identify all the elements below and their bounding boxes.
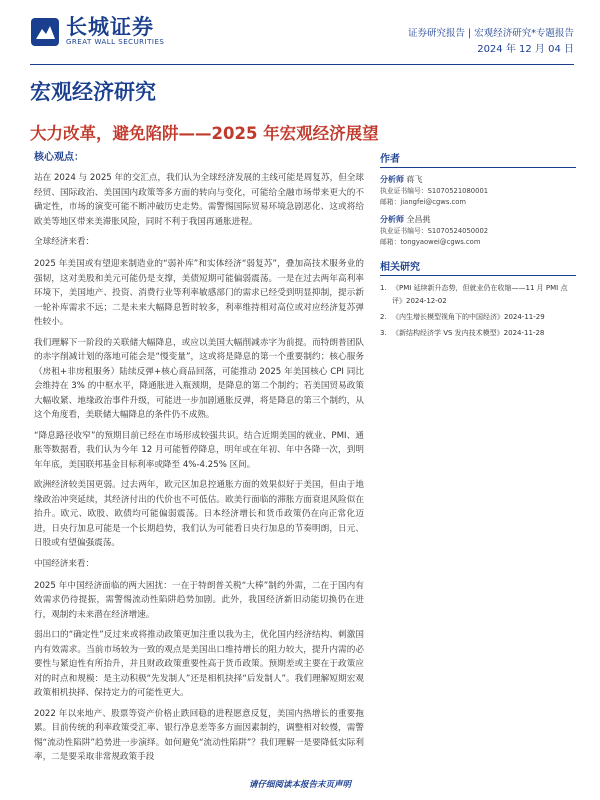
paragraph-china-policy: 弱出口的“确定性”反过来或将推动政策更加注重以我为主，优化国内经济结构、刺激国内有效需求。当前市场较为一致的观点是美国出口维持增长的阻力较大，提升内需的必要性与紧迫性有所抬升，并且财政政策重要性高于货币政策。预期差或主要在于政策应对的时点和规模：是主动积极“先发制人”还是相机抉择“后发制人”。我们理解短期宏观政策相机抉择、保持定力的可能性更大。 <box>34 630 364 698</box>
analyst-email[interactable]: 邮箱：tongyaowei@cgws.com <box>380 238 481 246</box>
analyst-role: 分析师 <box>380 175 404 184</box>
paragraph-china-challenges: 2025 年中国经济面临的两大困扰：一在于特朗普关税“大棒”制约外需，二在于国内有效需求仍待提振，需警惕流动性陷阱趋势加剧。此外，我国经济新旧动能切换仍在进行，观制约未来潜在经济增速。 <box>34 580 364 620</box>
china-section-label: 中国经济来看： <box>34 558 95 569</box>
logo-text-en: GREAT WALL SECURITIES <box>66 38 165 46</box>
core-views-label: 核心观点： <box>34 152 84 163</box>
analyst-role: 分析师 <box>380 215 404 224</box>
sidebar <box>380 150 576 343</box>
logo-text-cn: 长城证券 <box>66 15 154 39</box>
report-date: 2024 年 12 月 04 日 <box>477 44 574 55</box>
authors-heading: 作者 <box>380 150 576 168</box>
paragraph-us-outlook: 2025 年美国或有望迎来制造业的“弱补库”和实体经济“弱复苏”，叠加高技术服务业的强韧，这对美股和美元可能仍是支撑，美债短期可能偏弱震荡。一是在过去两年高利率环境下，美国地产、投资、消费行业等利率敏感部门的需求已经受到明显抑制，提示新一轮补库需求不远；二是未来大幅降息暂时较多，利率维持相对高位或对应经济复苏弹性较小。 <box>34 259 364 327</box>
logo-mark-icon <box>30 17 60 47</box>
report-type: 宏观经济研究 <box>30 80 156 104</box>
analyst-block <box>380 174 576 208</box>
global-section-label: 全球经济来看： <box>34 237 95 247</box>
analyst-block <box>380 214 576 248</box>
breadcrumb: 证券研究报告 | 宏观经济研究*专题报告 <box>408 28 574 39</box>
footer-disclaimer: 请仔细阅读本报告末页声明 <box>248 780 351 790</box>
analyst-name: 蒋飞 <box>406 175 423 184</box>
header-divider <box>30 64 574 65</box>
main-column <box>34 148 364 771</box>
analyst-cert: 执业证书编号：S1070521080001 <box>380 187 489 195</box>
analyst-cert: 执业证书编号：S1070524050002 <box>380 227 489 235</box>
analyst-name: 全昌挑 <box>406 215 431 224</box>
analyst-email[interactable]: 邮箱：jiangfei@cgws.com <box>380 198 467 206</box>
logo <box>30 16 164 47</box>
related-item[interactable]: 2. 《内生增长模型视角下的中国经济》2024-11-29 <box>380 313 545 321</box>
related-item[interactable]: 3. 《新结构经济学 VS 发内技术模型》2024-11-28 <box>380 329 545 337</box>
paragraph-fed-constraints: 我们理解下一阶段的关联储大幅降息，或应以美国大幅削减赤字为前提。而特朗普团队的赤字削减计划的落地可能会是“慢变量”，这或将是降息的第一个重要制约；核心服务（房租+非房租服务）陆续反弹+核心商品回落，可能推动 2025 年美国核心 CPI 同比会维持在 3% 的中枢水平，降通胀进入瓶颈期，是降息的第二个制约；若美国贸易政策大幅收紧、地缘政治事件升级，可能进一步加剧通胀反弹，将是降息的第三个制约，从这个角度看，美联储大幅降息的条件仍不成熟。 <box>34 337 364 420</box>
paragraph-rate-path: “降息路径收窄”的预期目前已经在市场形成较强共识。结合近期美国的就业、PMI、通胀等数据看，我们认为今年 12 月可能暂停降息，明年或在年初、年中各降一次，到明年年底，美国联邦基金目标利率或降至 4%-4.25% 区间。 <box>34 430 364 470</box>
paragraph-europe-japan: 欧洲经济较美国更弱。过去两年，欧元区加息控通胀方面的效果似好于美国，但由于地缘政治冲突延续，其经济付出的代价也不可低估。欧美行面临的滞胀方面衰退风险似在抬升。欧元、欧股、欧债均可能偏弱震荡。日本经济增长和货币政策仍在向正常化迈进，日央行加息可能是一个长期趋势，我们认为可能看日央行加息的节奏明朗，日元、日股或有望偏强震荡。 <box>34 480 364 548</box>
paragraph-liquidity-trap: 2022 年以来地产、股票等资产价格止跌回稳的进程愿意反复，美国内热增长的重要拖累。目前传统的利率政策受汇率、银行净息差等多方面因素制约，调整相对较慢，需警惕“流动性陷阱”趋势进一步演绎。如何避免“流动性陷阱”？我们理解一是要降低实际利率，二是要采取非常规政策手段 <box>34 708 364 762</box>
related-research-heading: 相关研究 <box>380 258 576 276</box>
intro-paragraph: 站在 2024 与 2025 年的交汇点，我们认为全球经济发展的主线可能是周复苏，但全球经贸、国际政治、美国国内政策等多方面的转向与变化，可能给全融市场带来更大的不确定性，市场的演变可能不断冲破历史走势。需警惕国际贸易环境急剧恶化、这或将给欧美等地区带来美滞胀风险，同时不利于我国再通胀进程。 <box>34 173 364 227</box>
related-item[interactable]: 1. 《PMI 延续新升态势，但就业仍在收缩——11 月 PMI 点评》2024-12-02 <box>380 284 568 305</box>
page-title: 大力改革，避免陷阱——2025 年宏观经济展望 <box>30 124 379 143</box>
page-header <box>0 0 600 64</box>
